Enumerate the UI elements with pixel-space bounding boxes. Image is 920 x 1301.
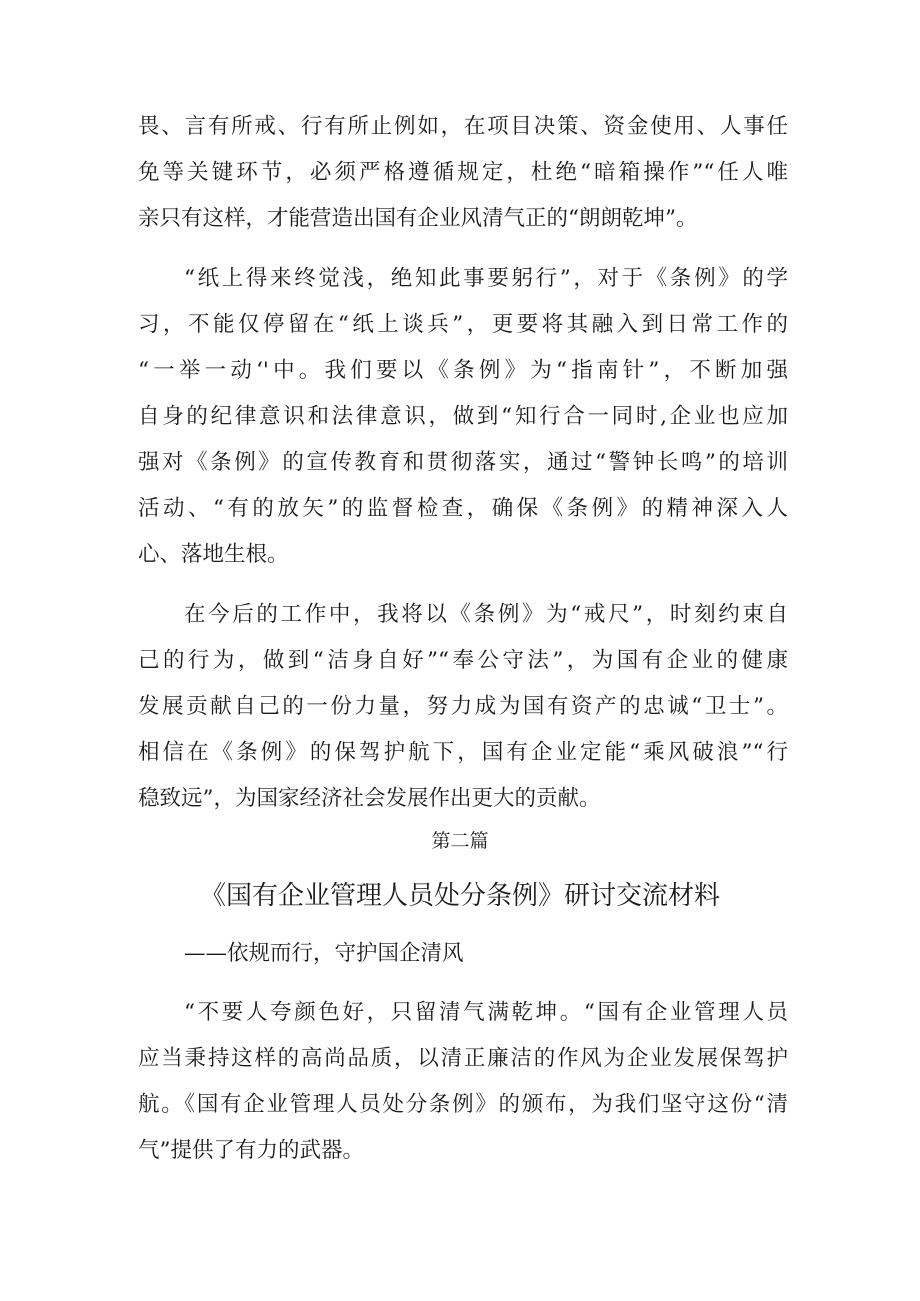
paragraph-2-line-7: 心、落地生根。 [138, 542, 289, 567]
closing-paragraph-line-2: 应当秉持这样的高尚品质，以清正廉洁的作风为企业发展保驾护 [138, 1046, 788, 1071]
paragraph-2-line-2: 习，不能仅停留在“纸上谈兵”，更要将其融入到日常工作的 [138, 312, 788, 337]
section-label: 第二篇 [431, 830, 489, 852]
paragraph-3-line-3: 发展贡献自己的一份力量，努力成为国有资产的忠诚“卫士”。 [138, 694, 788, 719]
paragraph-3-line-2: 己的行为，做到“洁身自好”“奉公守法”，为国有企业的健康 [138, 648, 788, 673]
closing-paragraph-line-3: 航。《国有企业管理人员处分条例》的颁布，为我们坚守这份“清 [138, 1092, 788, 1117]
paragraph-2-line-3: “一举一动‘'中。我们要以《条例》为“指南针”，不断加强 [138, 358, 788, 383]
paragraph-1-line-2: 免等关键环节，必须严格遵循规定，杜绝“暗箱操作”“任人唯 [138, 160, 788, 185]
paragraph-3-line-4: 相信在《条例》的保驾护航下，国有企业定能“乘风破浪”“行 [138, 740, 788, 765]
paragraph-2-line-5: 强对《条例》的宣传教育和贯彻落实，通过“警钟长鸣”的培训 [138, 450, 788, 475]
paragraph-3-line-1: 在今后的工作中，我将以《条例》为“戒尺”，时刻约束自 [184, 602, 788, 627]
closing-paragraph-line-4: 气”提供了有力的武器。 [138, 1138, 364, 1163]
paragraph-2-line-1: “纸上得来终觉浅，绝知此事要躬行”，对于《条例》的学 [184, 266, 788, 291]
paragraph-1-line-1: 畏、言有所戒、行有所止例如，在项目决策、资金使用、人事任 [138, 114, 788, 139]
paragraph-3-line-5: 稳致远”，为国家经济社会发展作出更大的贡献。 [138, 786, 601, 811]
document-subtitle: ——依规而行，守护国企清风 [184, 941, 464, 966]
document-title: 《国有企业管理人员处分条例》研讨交流材料 [199, 881, 720, 911]
closing-paragraph-line-1: “不要人夸颜色好，只留清气满乾坤。“国有企业管理人员 [184, 1000, 788, 1025]
paragraph-1-line-3: 亲只有这样，才能营造出国有企业风清气正的“朗朗乾坤”。 [138, 206, 698, 231]
paragraph-2-line-4: 自身的纪律意识和法律意识，做到“知行合一同时,企业也应加 [138, 404, 788, 429]
paragraph-2-line-6: 活动、“有的放矢”的监督检查，确保《条例》的精神深入人 [138, 496, 788, 521]
